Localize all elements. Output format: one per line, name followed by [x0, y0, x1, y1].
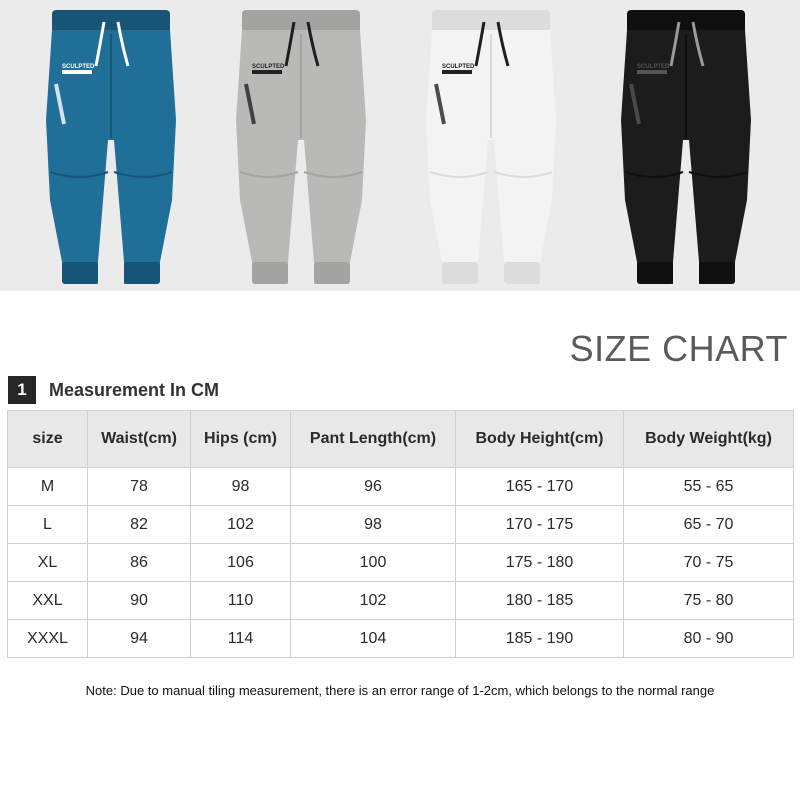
- section-number-badge: 1: [8, 376, 36, 404]
- table-cell: 102: [191, 506, 291, 544]
- table-cell: 80 - 90: [624, 620, 794, 658]
- table-cell: 82: [88, 506, 191, 544]
- table-cell: M: [8, 468, 88, 506]
- table-cell: 75 - 80: [624, 582, 794, 620]
- column-header: Body Weight(kg): [624, 411, 794, 468]
- table-row: [8, 506, 794, 544]
- table-row: [8, 468, 794, 506]
- table-cell: 170 - 175: [456, 506, 624, 544]
- table-cell: L: [8, 506, 88, 544]
- size-table: [7, 410, 794, 658]
- table-cell: 185 - 190: [456, 620, 624, 658]
- column-header: Waist(cm): [88, 411, 191, 468]
- table-row: [8, 620, 794, 658]
- table-cell: 165 - 170: [456, 468, 624, 506]
- table-cell: 96: [291, 468, 456, 506]
- column-header: Hips (cm): [191, 411, 291, 468]
- table-cell: 110: [191, 582, 291, 620]
- table-cell: 65 - 70: [624, 506, 794, 544]
- table-cell: 98: [191, 468, 291, 506]
- table-header-row: [8, 411, 794, 468]
- table-cell: 90: [88, 582, 191, 620]
- pants-blue-icon: [46, 10, 176, 284]
- table-cell: 114: [191, 620, 291, 658]
- column-header: Body Height(cm): [456, 411, 624, 468]
- pants-logo-text: SCULPTED: [62, 64, 95, 70]
- pants-gray-icon: [236, 10, 366, 284]
- product-banner: [0, 0, 800, 291]
- table-cell: 70 - 75: [624, 544, 794, 582]
- table-cell: 78: [88, 468, 191, 506]
- table-cell: 86: [88, 544, 191, 582]
- table-cell: 180 - 185: [456, 582, 624, 620]
- table-cell: 175 - 180: [456, 544, 624, 582]
- table-row: [8, 582, 794, 620]
- pants-photo: [0, 0, 800, 291]
- table-cell: 94: [88, 620, 191, 658]
- column-header: Pant Length(cm): [291, 411, 456, 468]
- table-cell: XXL: [8, 582, 88, 620]
- table-cell: 98: [291, 506, 456, 544]
- pants-logo-text: SCULPTED: [252, 64, 285, 70]
- measurement-note: Note: Due to manual tiling measurement, there is an error range of 1-2cm, which belongs to the normal range: [85, 683, 715, 698]
- table-cell: 102: [291, 582, 456, 620]
- pants-logo-text: SCULPTED: [442, 64, 475, 70]
- section-label: Measurement In CM: [49, 379, 220, 400]
- pants-logo-text: SCULPTED: [637, 64, 670, 70]
- table-cell: 104: [291, 620, 456, 658]
- table-row: [8, 544, 794, 582]
- size-chart-title: SIZE CHART: [569, 328, 788, 369]
- table-cell: XXXL: [8, 620, 88, 658]
- pants-black-icon: [621, 10, 751, 284]
- table-cell: 100: [291, 544, 456, 582]
- table-cell: 55 - 65: [624, 468, 794, 506]
- pants-white-icon: [426, 10, 556, 284]
- table-cell: XL: [8, 544, 88, 582]
- column-header: size: [8, 411, 88, 468]
- section-heading: [8, 375, 219, 405]
- table-cell: 106: [191, 544, 291, 582]
